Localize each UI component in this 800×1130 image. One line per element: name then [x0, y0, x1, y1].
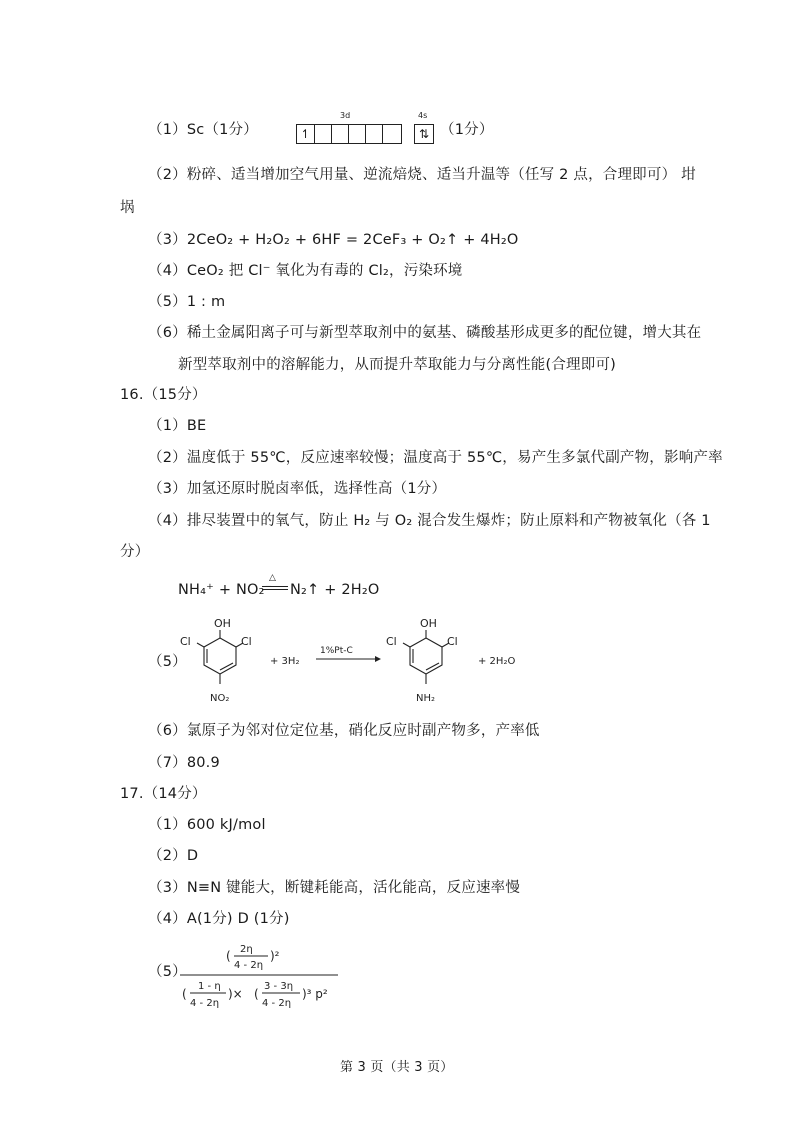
q17-p5-label: （5） [148, 964, 187, 980]
q15-p6-line2: 新型萃取剂中的溶解能力，从而提升萃取能力与分离性能(合理即可) [178, 357, 617, 373]
q16-p3: （3）加氢还原时脱卤率低，选择性高（1分） [148, 481, 447, 497]
reaction-scheme [170, 612, 570, 712]
q16-p1: （1）BE [148, 418, 207, 434]
orbital-up-arrow: ↿ [300, 127, 311, 141]
q15-p6-line1: （6）稀土金属阳离子可与新型萃取剂中的氨基、磷酸基形成更多的配位键，增大其在 [148, 325, 702, 341]
reaction-arrow-head [375, 656, 381, 662]
q16-p2: （2）温度低于 55℃，反应速率较慢；温度高于 55℃，易产生多氯代副产物，影响产率 [148, 450, 723, 466]
q15-p1-score: （1分） [440, 122, 494, 138]
q17-p2: （2）D [148, 848, 199, 864]
reactant-oh: OH [214, 617, 231, 630]
num-top: 2η [240, 944, 253, 955]
q16-p5-label: （5） [148, 654, 187, 670]
reactant-no2: NO₂ [210, 693, 230, 704]
num-open-paren: ( [226, 949, 231, 963]
q16-p6: （6）氯原子为邻对位定位基，硝化反应时副产物多，产率低 [148, 723, 540, 739]
den-bottom-2: 4 - 2η [262, 998, 292, 1009]
plus-3h2: + 3H₂ [270, 656, 300, 667]
q15-p1-label: （1）Sc（1分） [148, 122, 258, 138]
den-top-1: 1 - η [198, 981, 221, 992]
plus-2h2o: + 2H₂O [478, 656, 516, 667]
den-close-paren-2: )³ p² [302, 987, 328, 1001]
orbital-box-3d [296, 124, 402, 144]
q17-header: 17.（14分） [120, 786, 207, 802]
product-benzene-ring [410, 638, 442, 674]
q16-p4-eq-lhs: NH₄⁺ + NO₂⁻ [178, 582, 273, 598]
q17-p1: （1）600 kJ/mol [148, 817, 266, 833]
reactant-cl-right: Cl [241, 635, 252, 648]
product-structure [403, 630, 449, 684]
num-close-paren: )² [270, 949, 280, 963]
den-top-2: 3 - 3η [264, 981, 294, 992]
q16-p4-line2: 分） [120, 544, 150, 560]
product-nh2: NH₂ [416, 693, 436, 704]
orbital-box-4s [414, 124, 434, 144]
orbital-4s-label: 4s [418, 111, 428, 120]
q15-p5: （5）1 : m [148, 294, 226, 310]
num-bottom: 4 - 2η [234, 960, 264, 971]
den-bottom-1: 4 - 2η [190, 998, 220, 1009]
eq-arrow-line-bottom [262, 589, 288, 590]
q15-p2-line2: 埚 [120, 200, 135, 216]
q17-p3: （3）N≡N 键能大，断键耗能高，活化能高，反应速率慢 [148, 880, 521, 896]
q17-p4: （4）A(1分) D (1分) [148, 911, 290, 927]
reactant-benzene-ring [204, 638, 236, 674]
product-cl-right: Cl [447, 635, 458, 648]
reactant-structure [197, 630, 243, 684]
eq-arrow-line-top [262, 586, 288, 587]
den-open-paren-1: ( [182, 987, 187, 1001]
product-oh: OH [420, 617, 437, 630]
den-open-paren-2: ( [254, 987, 259, 1001]
q15-p2-line1: （2）粉碎、适当增加空气用量、逆流焙烧、适当升温等（任写 2 点，合理即可） 坩 [148, 167, 696, 183]
den-close-paren-1: )× [228, 987, 243, 1001]
q16-p7: （7）80.9 [148, 755, 220, 771]
reactant-cl-left: Cl [180, 635, 191, 648]
orbital-pair-arrows: ⇅ [418, 127, 430, 141]
equilibrium-constant-expression [176, 938, 346, 1018]
q15-p3-equation: （3）2CeO₂ + H₂O₂ + 6HF = 2CeF₃ + O₂↑ + 4H₂O [148, 232, 519, 248]
q15-p4: （4）CeO₂ 把 Cl⁻ 氧化为有毒的 Cl₂，污染环境 [148, 263, 463, 279]
heat-symbol: △ [269, 573, 277, 583]
q16-p4-eq-rhs: N₂↑ + 2H₂O [290, 582, 380, 598]
q16-p4-line1: （4）排尽装置中的氧气，防止 H₂ 与 O₂ 混合发生爆炸；防止原料和产物被氧化（各 1 [148, 513, 711, 529]
q16-header: 16.（15分） [120, 387, 207, 403]
product-cl-left: Cl [386, 635, 397, 648]
page-footer: 第 3 页（共 3 页） [340, 1060, 454, 1075]
orbital-3d-label: 3d [340, 111, 351, 120]
catalyst-label: 1%Pt-C [320, 646, 353, 656]
